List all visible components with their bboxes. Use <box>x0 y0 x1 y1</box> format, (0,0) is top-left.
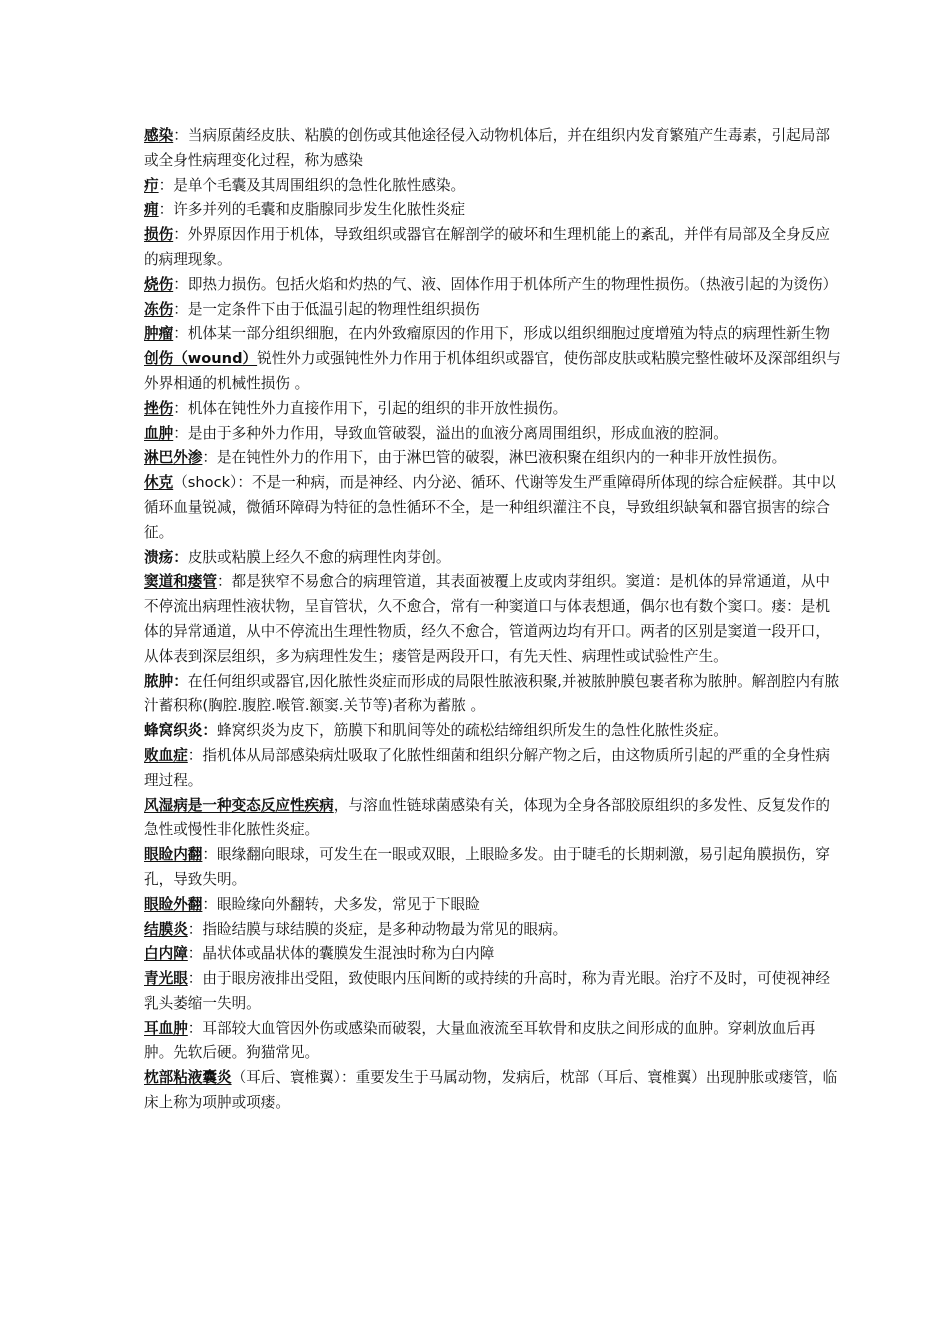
definition-entry <box>144 843 844 893</box>
term-separator: ： <box>173 226 188 244</box>
definition-text: 是由于多种外力作用，导致血管破裂，溢出的血液分离周围组织，形成血液的腔洞。 <box>187 424 728 442</box>
term-separator: ： <box>216 573 232 591</box>
definition-text: 重要发生于马属动物，发病后，枕部（耳后、寰椎翼）出现肿胀或瘘管，临床上称为项肿或项瘘。 <box>144 1069 838 1112</box>
term-separator: （耳后、寰椎翼）： <box>231 1069 356 1087</box>
definition-entry <box>144 471 844 545</box>
definition-text: 是在钝性外力的作用下，由于淋巴管的破裂，淋巴液积聚在组织内的一种非开放性损伤。 <box>217 449 787 467</box>
term-separator: ： <box>173 399 188 417</box>
definition-text: 指机体从局部感染病灶吸取了化脓性细菌和组织分解产物之后，由这物质所引起的严重的全身性病理过程。 <box>144 746 830 789</box>
term-separator: ： <box>202 895 217 913</box>
definition-term: 败血症 <box>144 746 188 764</box>
definition-term: 创伤（wound） <box>144 350 258 368</box>
term-separator: ： <box>202 846 217 864</box>
definition-term: 风湿病是一种变态反应性疾病 <box>144 796 334 814</box>
term-separator: ： <box>173 300 188 318</box>
definition-term: 休克 <box>144 474 174 492</box>
term-separator: ： <box>187 1019 203 1037</box>
definition-term: 眼睑内翻 <box>144 846 203 864</box>
definition-term: 疖 <box>144 176 159 194</box>
definition-entry <box>144 1017 844 1067</box>
definition-entry <box>144 124 844 174</box>
definition-text: 与溶血性链球菌感染有关，体现为全身各部胶原组织的多发性、反复发作的急性或慢性非化脓性炎症。 <box>144 796 830 839</box>
term-separator: ： <box>187 746 203 764</box>
definition-entry <box>144 744 844 794</box>
definition-text: 机体某一部分组织细胞，在内外致瘤原因的作用下，形成以组织细胞过度增殖为特点的病理性新生物 <box>187 325 830 343</box>
term-separator: ： <box>158 176 174 194</box>
definition-term: 冻伤 <box>144 300 174 318</box>
definition-term: 挫伤 <box>144 399 174 417</box>
definition-term: 青光眼 <box>144 970 188 988</box>
definition-text: 许多并列的毛囊和皮脂腺同步发生化脓性炎症 <box>173 201 466 219</box>
definition-term: 枕部粘液囊炎 <box>144 1069 232 1087</box>
definition-text: 锐性外力或强钝性外力作用于机体组织或器官，使伤部皮肤或粘膜完整性破坏及深部组织与外界相通的机械性损伤 。 <box>144 350 841 392</box>
definition-term: 肿瘤 <box>144 325 174 343</box>
definition-term: 窦道和瘘管 <box>144 573 217 591</box>
definition-entry <box>144 322 844 347</box>
definition-term: 蜂窝织炎 <box>144 722 203 740</box>
term-separator: ： <box>173 325 188 343</box>
term-separator: ： <box>173 275 188 293</box>
definition-text: 当病原菌经皮肤、粘膜的创伤或其他途径侵入动物机体后，并在组织内发育繁殖产生毒素，引起局部或全身性病理变化过程，称为感染 <box>144 127 830 169</box>
term-separator: ： <box>187 920 203 938</box>
term-separator: ： <box>173 548 188 566</box>
definition-entry <box>144 670 844 720</box>
term-separator: ， <box>333 796 349 814</box>
definition-entry <box>144 1066 844 1116</box>
term-separator: ： <box>173 672 188 690</box>
definition-text: 是单个毛囊及其周围组织的急性化脓性感染。 <box>173 176 466 194</box>
definition-term: 结膜炎 <box>144 920 188 938</box>
definition-entry <box>144 446 844 471</box>
term-separator: ： <box>202 722 217 740</box>
definition-term: 血肿 <box>144 424 174 442</box>
definition-entry <box>144 570 844 669</box>
definition-text: 由于眼房液排出受阻，致使眼内压间断的或持续的升高时，称为青光眼。治疗不及时，可使视神经乳头萎缩一失明。 <box>144 970 830 1012</box>
definition-entry <box>144 422 844 447</box>
definition-entry <box>144 893 844 918</box>
definition-text: 即热力损伤。包括火焰和灼热的气、液、固体作用于机体所产生的物理性损伤。（热液引起的为烫伤） <box>187 275 838 293</box>
definition-text: 机体在钝性外力直接作用下，引起的组织的非开放性损伤。 <box>187 399 568 417</box>
term-separator: ： <box>202 449 217 467</box>
definition-entry <box>144 298 844 323</box>
definition-entry <box>144 397 844 422</box>
definition-term: 烧伤 <box>144 275 174 293</box>
definition-text: 晶状体或晶状体的囊膜发生混浊时称为白内障 <box>202 945 495 963</box>
definition-term: 感染 <box>144 127 174 144</box>
definition-term: 脓肿 <box>144 672 174 690</box>
definition-entry <box>144 223 844 273</box>
definition-text: 都是狭窄不易愈合的病理管道，其表面被覆上皮或肉芽组织。窦道：是机体的异常通道，从中不停流出病理性液状物，呈盲管状，久不愈合，常有一种窦道口与体表想通，偶尔也有数个窦口。瘘：是机体的异常通道，从中不停流出生理性物质，经久不愈合，管道两边均有开口。两者的区别是窦道一段开口，从体表到深层组织，多为病理性发生；瘘管是两段开口，有先天性、病理性或试验性产生。 <box>144 573 830 665</box>
definition-text: 蜂窝织炎为皮下，筋膜下和肌间等处的疏松结缔组织所发生的急性化脓性炎症。 <box>217 722 728 740</box>
definition-text: 皮肤或粘膜上经久不愈的病理性肉芽创。 <box>187 548 451 566</box>
definition-entry <box>144 918 844 943</box>
definition-entry <box>144 794 844 844</box>
definition-text: 是一定条件下由于低温引起的物理性组织损伤 <box>187 300 480 318</box>
definition-entry <box>144 942 844 967</box>
definition-text: 不是一种病，而是神经、内分泌、循环、代谢等发生严重障碍所体现的综合症候群。其中以循环血量锐减，微循环障碍为特征的急性循环不全，是一种组织灌注不良，导致组织缺氧和器官损害的综合征。 <box>144 474 836 541</box>
term-separator: ： <box>173 127 188 144</box>
definition-entry <box>144 347 844 397</box>
term-separator: ： <box>158 201 174 219</box>
document-page <box>144 124 844 1116</box>
term-separator: ： <box>187 970 203 988</box>
definition-term: 白内障 <box>144 945 188 963</box>
definition-entry <box>144 719 844 744</box>
definition-term: 耳血肿 <box>144 1019 188 1037</box>
definition-term: 眼睑外翻 <box>144 895 203 913</box>
term-separator: （shock）： <box>173 474 252 492</box>
definition-text: 外界原因作用于机体，导致组织或器官在解剖学的破坏和生理机能上的紊乱，并伴有局部及全身反应的病理现象。 <box>144 226 830 268</box>
definition-text: 指睑结膜与球结膜的炎症，是多种动物最为常见的眼病。 <box>202 920 568 938</box>
definition-term: 损伤 <box>144 226 174 244</box>
term-separator: ： <box>173 424 188 442</box>
definition-entry <box>144 273 844 298</box>
definition-entry <box>144 174 844 199</box>
definition-text: 在任何组织或器官,因化脓性炎症而形成的局限性脓液积聚,并被脓肿膜包裹者称为脓肿。解剖腔内有脓汁蓄积称(胸腔.腹腔.喉管.额窦.关节等)者称为蓄脓 。 <box>144 672 840 715</box>
definition-text: 耳部较大血管因外伤或感染而破裂，大量血液流至耳软骨和皮肤之间形成的血肿。穿刺放血后再肿。先软后硬。狗猫常见。 <box>144 1019 816 1062</box>
definition-term: 痈 <box>144 201 159 219</box>
definition-entry <box>144 967 844 1017</box>
definition-entry <box>144 198 844 223</box>
definition-term: 溃疡 <box>144 548 174 566</box>
definition-term: 淋巴外渗 <box>144 449 203 467</box>
definition-entry <box>144 546 844 571</box>
definition-text: 眼缘翻向眼球，可发生在一眼或双眼，上眼睑多发。由于睫毛的长期刺激，易引起角膜损伤，穿孔，导致失明。 <box>144 846 830 888</box>
definition-text: 眼睑缘向外翻转，犬多发，常见于下眼睑 <box>217 895 480 913</box>
term-separator: ： <box>187 945 203 963</box>
